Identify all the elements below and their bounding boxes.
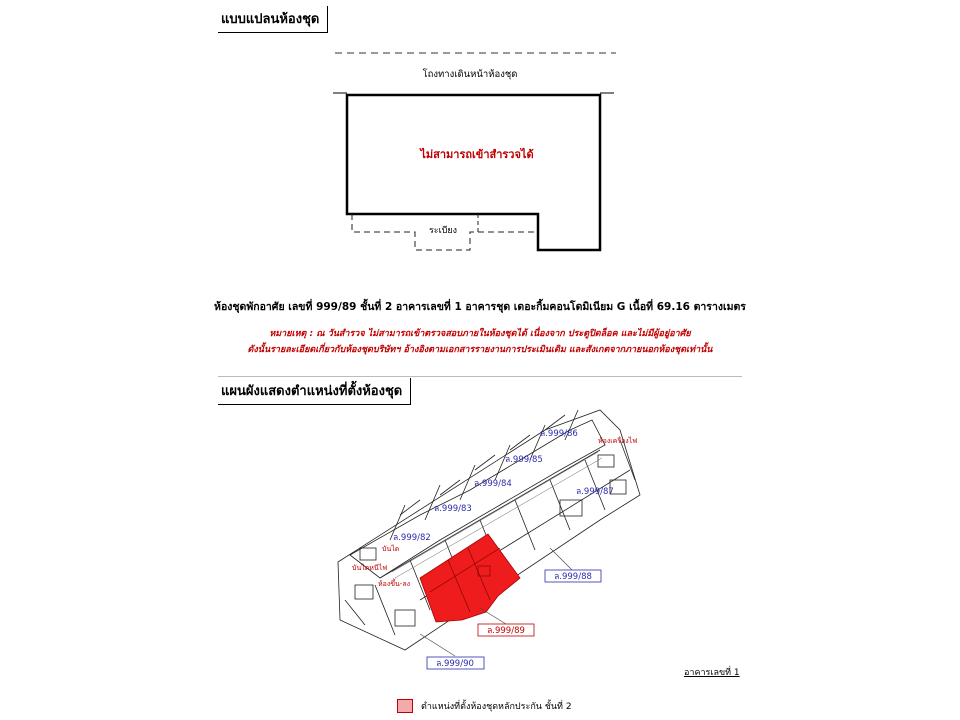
location-section-title: แผนผังแสดงตำแหน่งที่ตั้งห้องชุด	[218, 378, 411, 405]
callout-leader-89	[480, 608, 506, 624]
legend	[397, 699, 572, 713]
callout-leader-88	[550, 548, 572, 570]
unit-label-87: ล.999/87	[576, 487, 614, 497]
note-line-2: ดังนั้นรายละเอียดเกี่ยวกับห้องชุดบริษัทฯ อ้างอิงตามเอกสารรายงานการประเมินเดิม และสังเกตจากภายนอกห้องชุดเท่านั้น	[247, 345, 713, 355]
corridor-label: โถงทางเดินหน้าห้องชุด	[422, 69, 518, 80]
unit-label-82: ล.999/82	[393, 533, 431, 543]
unit-label-83: ล.999/83	[434, 504, 472, 514]
unit-label-85: ล.999/85	[505, 455, 543, 465]
note-line-1: หมายเหตุ : ณ วันสำรวจ ไม่สามารถเข้าตรวจสอบภายในห้องชุดได้ เนื่องจาก ประตูปิดล็อค และไม่มีผู้อยู่อาศัย	[269, 329, 691, 339]
electrical-room-label: ห้องเครื่องไฟ	[598, 437, 638, 445]
inaccessible-text: ไม่สามารถเข้าสำรวจได้	[420, 148, 534, 161]
floor-plan-section-title: แบบแปลนห้องชุด	[218, 6, 328, 33]
callout-leader-90	[420, 634, 455, 656]
fire-stair-label: บันไดหนีไฟ	[352, 564, 388, 572]
legend-text: ตำแหน่งที่ตั้งห้องชุดหลักประกัน ชั้นที่ 2	[421, 702, 572, 712]
building-number-label: อาคารเลขที่ 1	[684, 668, 740, 678]
lift-label: ห้องขึ้น-ลง	[378, 580, 411, 588]
balcony-label: ระเบียง	[428, 226, 458, 236]
callout-label-90: ล.999/90	[436, 659, 474, 669]
building-outline	[338, 410, 640, 650]
unit-label-86: ล.999/86	[540, 429, 578, 439]
stair-label: บันได	[382, 545, 400, 553]
unit-description: ห้องชุดพักอาศัย เลขที่ 999/89 ชั้นที่ 2 อาคารเลขที่ 1 อาคารชุด เดอะกิ้มคอนโดมิเนียม G เนื้อที่ 69.16 ตารางเมตร	[214, 301, 746, 313]
callout-label-88: ล.999/88	[554, 572, 592, 582]
legend-swatch	[397, 699, 413, 713]
callout-label-89: ล.999/89	[487, 626, 525, 636]
unit-label-84: ล.999/84	[474, 479, 512, 489]
